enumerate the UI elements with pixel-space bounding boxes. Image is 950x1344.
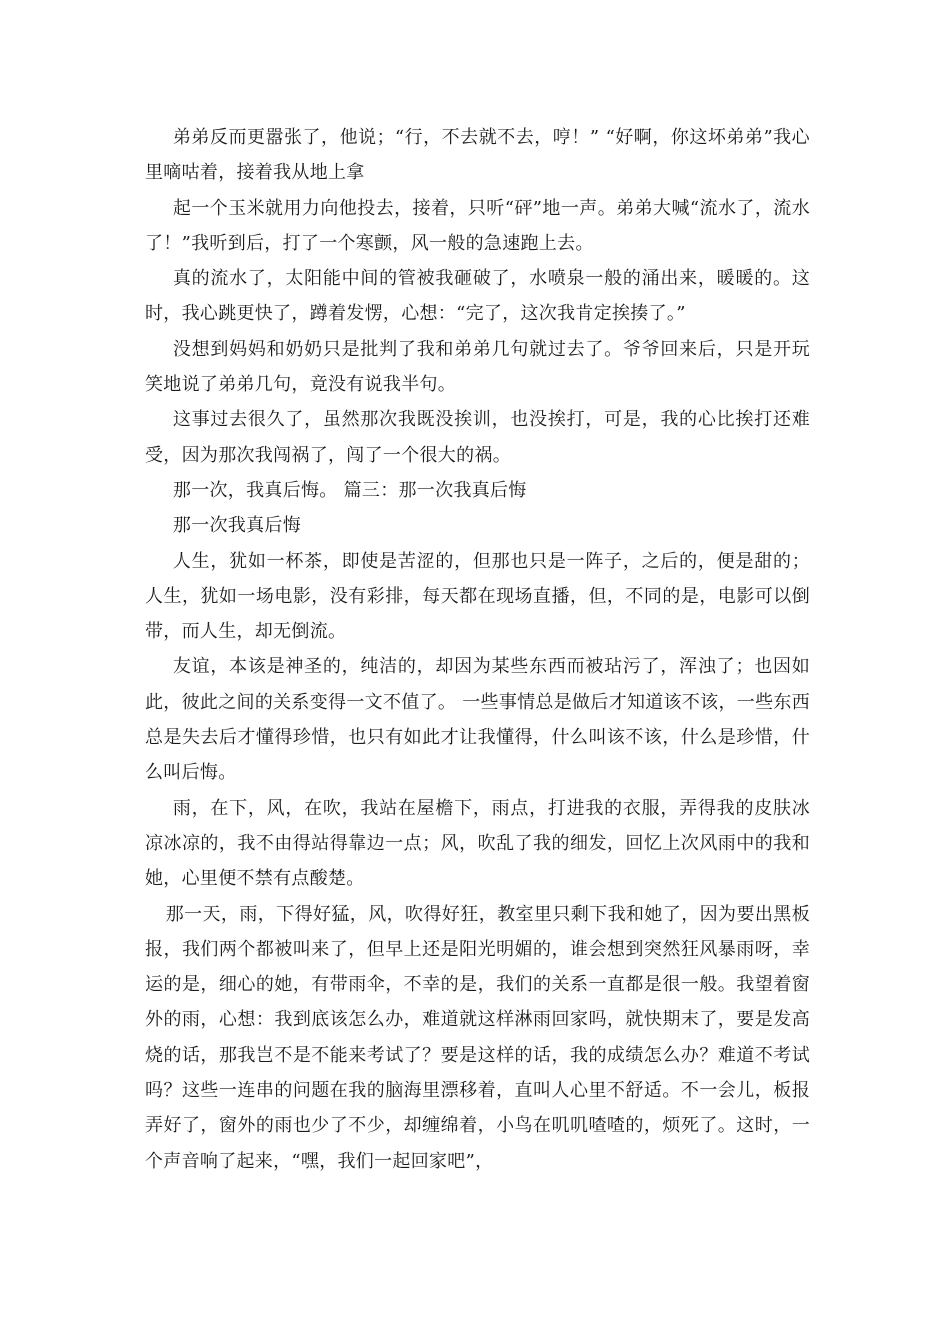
paragraph: 人生，犹如一杯茶，即使是苦涩的，但那也只是一阵子，之后的，便是甜的；人生，犹如一场电影，没有彩排，每天都在现场直播，但，不同的是，电影可以倒带，而人生，却无倒流。 <box>145 550 810 643</box>
paragraph: 这事过去很久了，虽然那次我既没挨训，也没挨打，可是，我的心比挨打还难受，因为那次我闯祸了，闯了一个很大的祸。 <box>145 409 810 466</box>
paragraph: 起一个玉米就用力向他投去，接着，只听“砰”地一声。弟弟大喊“流水了，流水了！”我听到后，打了一个寒颤，风一般的急速跑上去。 <box>145 197 810 254</box>
paragraph: 友谊，本该是神圣的，纯洁的，却因为某些东西而被玷污了，浑浊了；也因如此，彼此之间的关系变得一文不值了。 一些事情总是做后才知道该不该，一些东西总是失去后才懂得珍惜，也只有如此才让我懂得，什么叫该不该，什么是珍惜，什么叫后悔。 <box>145 656 810 784</box>
paragraph: 那一天，雨，下得好猛，风，吹得好狂，教室里只剩下我和她了，因为要出黑板报，我们两个都被叫来了，但早上还是阳光明媚的，谁会想到突然狂风暴雨呀，幸运的是，细心的她，有带雨伞，不幸的是，我们的关系一直都是很一般。我望着窗外的雨，心想：我到底该怎么办，难道就这样淋雨回家吗，就快期末了，要是发高烧的话，那我岂不是不能来考试了？要是这样的话，我的成绩怎么办？难道不考试吗？这些一连串的问题在我的脑海里漂移着，直叫人心里不舒适。不一会儿，板报弄好了，窗外的雨也少了不少，却缠绵着，小鸟在叽叽喳喳的，烦死了。这时，一个声音响了起来，“嘿，我们一起回家吧”， <box>145 903 810 1172</box>
paragraph: 那一次，我真后悔。 篇三：那一次我真后悔 <box>172 479 527 501</box>
paragraph: 真的流水了，太阳能中间的管被我砸破了，水喷泉一般的涌出来，暖暖的。这时，我心跳更快了，蹲着发愣，心想：“完了，这次我肯定挨揍了。” <box>145 268 810 325</box>
section-title: 那一次我真后悔 <box>172 515 301 537</box>
paragraph: 没想到妈妈和奶奶只是批判了我和弟弟几句就过去了。爷爷回来后，只是开玩笑地说了弟弟几句，竟没有说我半句。 <box>145 338 810 396</box>
paragraph: 弟弟反而更嚣张了，他说；“行，不去就不去，哼！” “好啊，你这坏弟弟”我心里嘀咕着，接着我从地上拿 <box>145 127 810 184</box>
document-page <box>145 120 810 1179</box>
paragraph: 雨，在下，风，在吹，我站在屋檐下，雨点，打进我的衣服，弄得我的皮肤冰凉冰凉的，我不由得站得靠边一点；风，吹乱了我的细发，回忆上次风雨中的我和她，心里便不禁有点酸楚。 <box>145 797 810 890</box>
